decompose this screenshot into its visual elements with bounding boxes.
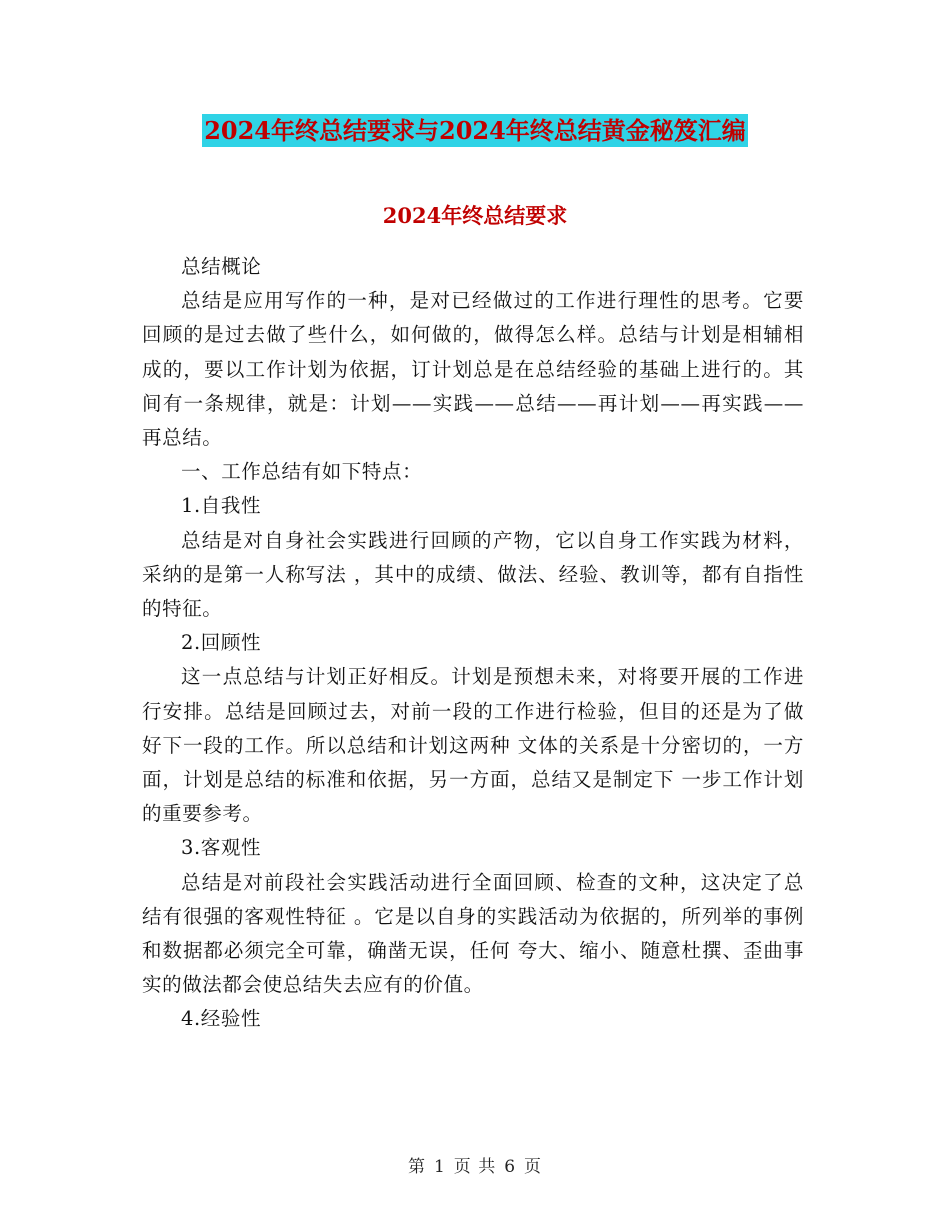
footer-middle: 页 共 [453, 1157, 497, 1177]
document-title-text: 2024年终总结要求与2024年终总结黄金秘笈汇编 [204, 116, 746, 145]
paragraph-self-heading: 1.自我性 [181, 494, 262, 518]
section-title: 2024年终总结要求 [382, 203, 568, 228]
paragraph-experience-heading: 4.经验性 [181, 1007, 262, 1031]
footer-page-number: 1 [433, 1157, 446, 1177]
page-footer [0, 1152, 950, 1177]
document-body [142, 250, 804, 1037]
paragraph-objective: 总结是对前段社会实践活动进行全面回顾、检查的文种，这决定了总结有很强的客观性特征 。它是以自身的实践活动为依据的，所列举的事例和数据都必须完全可靠，确凿无误，任何 夸大、缩小、随意杜撰、歪曲事实的做法都会使总结失去应有的价值。 [142, 870, 804, 997]
paragraph-self: 总结是对自身社会实践进行回顾的产物，它以自身工作实践为材料，采纳的是第一人称写法 ，其中的成绩、做法、经验、教训等，都有自指性的特征。 [142, 528, 804, 621]
paragraph-retrospective-heading: 2.回顾性 [181, 631, 262, 655]
paragraph-objective-heading: 3.客观性 [181, 836, 262, 860]
footer-suffix: 页 [524, 1157, 543, 1177]
paragraph-features-heading: 一、工作总结有如下特点： [181, 460, 423, 484]
paragraph-retrospective: 这一点总结与计划正好相反。计划是预想未来，对将要开展的工作进行安排。总结是回顾过去，对前一段的工作进行检验，但目的还是为了做好下一段的工作。所以总结和计划这两种 文体的关系是十分密切的，一方面，计划是总结的标准和依据，另一方面，总结又是制定下 一步工作计划的重要参考。 [142, 665, 804, 826]
footer-total-pages: 6 [504, 1157, 517, 1177]
paragraph-overview-heading: 总结概论 [181, 255, 262, 278]
paragraph-overview: 总结是应用写作的一种，是对已经做过的工作进行理性的思考。它要回顾的是过去做了些什么，如何做的，做得怎么样。总结与计划是相辅相成的，要以工作计划为依据，订计划总是在总结经验的基础上进行的。其间有一条规律，就是：计划——实践——总结——再计划——再实践——再总结。 [142, 289, 804, 450]
document-title [0, 114, 950, 148]
footer-prefix: 第 [407, 1157, 426, 1177]
